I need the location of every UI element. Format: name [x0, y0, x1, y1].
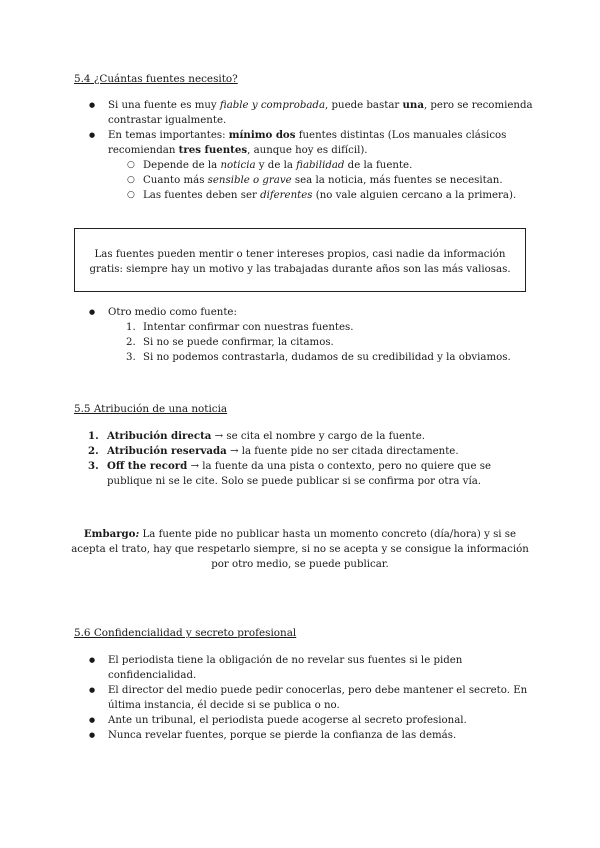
bold-text: mínimo dos [228, 129, 296, 141]
text: Depende de la [143, 160, 221, 171]
numbered-item [0, 320, 600, 335]
embargo-text: La fuente pide no publicar hasta un momento concreto (día/hora) y si se acepta el trato, hay que respetarlo siempre, si no se acepta y se consigue la información por otro medio, se puede publicar. [71, 529, 529, 570]
item-number: 3. [126, 352, 136, 363]
italic-text: fiabilidad [296, 160, 345, 171]
bold-text: una [402, 99, 424, 111]
list-item: ● El director del medio puede pedir conocerlas, pero debe mantener el secreto. En última instancia, él decide si se publica o no. [0, 683, 600, 713]
list-atribucion [0, 429, 600, 489]
heading-5-4: 5.4 ¿Cuántas fuentes necesito? [74, 73, 238, 85]
numbered-item [0, 350, 600, 365]
note-box [74, 228, 526, 292]
heading-5-6: 5.6 Confidencialidad y secreto profesional [74, 627, 297, 639]
text: Las fuentes deben ser [143, 190, 261, 201]
item-text: Si no podemos contrastarla, dudamos de su credibilidad y la obviamos. [143, 352, 511, 363]
embargo-paragraph [70, 527, 530, 572]
italic-text: fiable y comprobada [219, 100, 326, 111]
text: , puede bastar [325, 100, 403, 111]
text: En temas importantes: [108, 130, 229, 141]
text: , aunque hoy es difícil). [247, 145, 368, 156]
list-item: ● El periodista tiene la obligación de no revelar sus fuentes si le piden confidencialidad. [0, 653, 600, 683]
italic-text: diferentes [260, 190, 313, 201]
text: , pero se recomienda contrastar igualmente. [108, 100, 533, 126]
item-number: 2. [126, 337, 136, 348]
italic-colon: : [135, 528, 140, 540]
item-number: 3. [88, 460, 99, 472]
item-text: → la fuente da una pista o contexto, pero no quiere que se publique ni se le cite. Solo se puede publicar si se confirma por otra vía. [107, 461, 491, 487]
text: fuentes distintas (Los manuales clásicos recomiendan [108, 130, 507, 156]
item-number: 1. [126, 322, 136, 333]
bold-text: Off the record [107, 460, 188, 472]
sub-list-item [0, 173, 600, 188]
bold-text: tres fuentes [178, 144, 248, 156]
list-confidencialidad [0, 653, 600, 743]
text: de la fuente. [344, 160, 413, 171]
numbered-item [0, 459, 600, 489]
numbered-item [0, 444, 600, 459]
item-text: → se cita el nombre y cargo de la fuente. [211, 431, 425, 442]
text: Cuanto más [143, 175, 208, 186]
bold-text: Atribución reservada [107, 445, 227, 457]
list-item: ● Nunca revelar fuentes, porque se pierde la confianza de las demás. [0, 728, 600, 743]
list-otro-medio [0, 305, 600, 365]
text: sea la noticia, más fuentes se necesitan. [291, 175, 503, 186]
text: (no vale alguien cercano a la primera). [312, 190, 517, 201]
italic-text: sensible o grave [207, 175, 292, 186]
text: y de la [255, 160, 297, 171]
sub-list-item [0, 158, 600, 173]
bold-text: Atribución directa [107, 430, 212, 442]
note-box-text: Las fuentes pueden mentir o tener intereses propios, casi nadie da información gratis: siempre hay un motivo y las trabajadas durante años son las más valiosas. [89, 249, 511, 275]
bold-text: Embargo [83, 528, 136, 540]
numbered-item [0, 429, 600, 444]
item-text: Intentar confirmar con nuestras fuentes. [143, 322, 354, 333]
list-item: ● Ante un tribunal, el periodista puede acogerse al secreto profesional. [0, 713, 600, 728]
item-number: 2. [88, 445, 99, 457]
numbered-item [0, 335, 600, 350]
list-item [0, 128, 600, 158]
heading-5-5: 5.5 Atribución de una noticia [74, 403, 228, 415]
list-item: ● Otro medio como fuente: [0, 305, 600, 320]
item-text: Si no se puede confirmar, la citamos. [143, 337, 334, 348]
text: Si una fuente es muy [108, 100, 220, 111]
item-number: 1. [88, 430, 99, 442]
sub-list-item [0, 188, 600, 203]
list-item [0, 98, 600, 128]
numbered-list [0, 320, 600, 365]
list-cuantas-fuentes [0, 98, 600, 203]
item-text: → la fuente pide no ser citada directamente. [226, 446, 459, 457]
italic-text: noticia [220, 160, 256, 171]
